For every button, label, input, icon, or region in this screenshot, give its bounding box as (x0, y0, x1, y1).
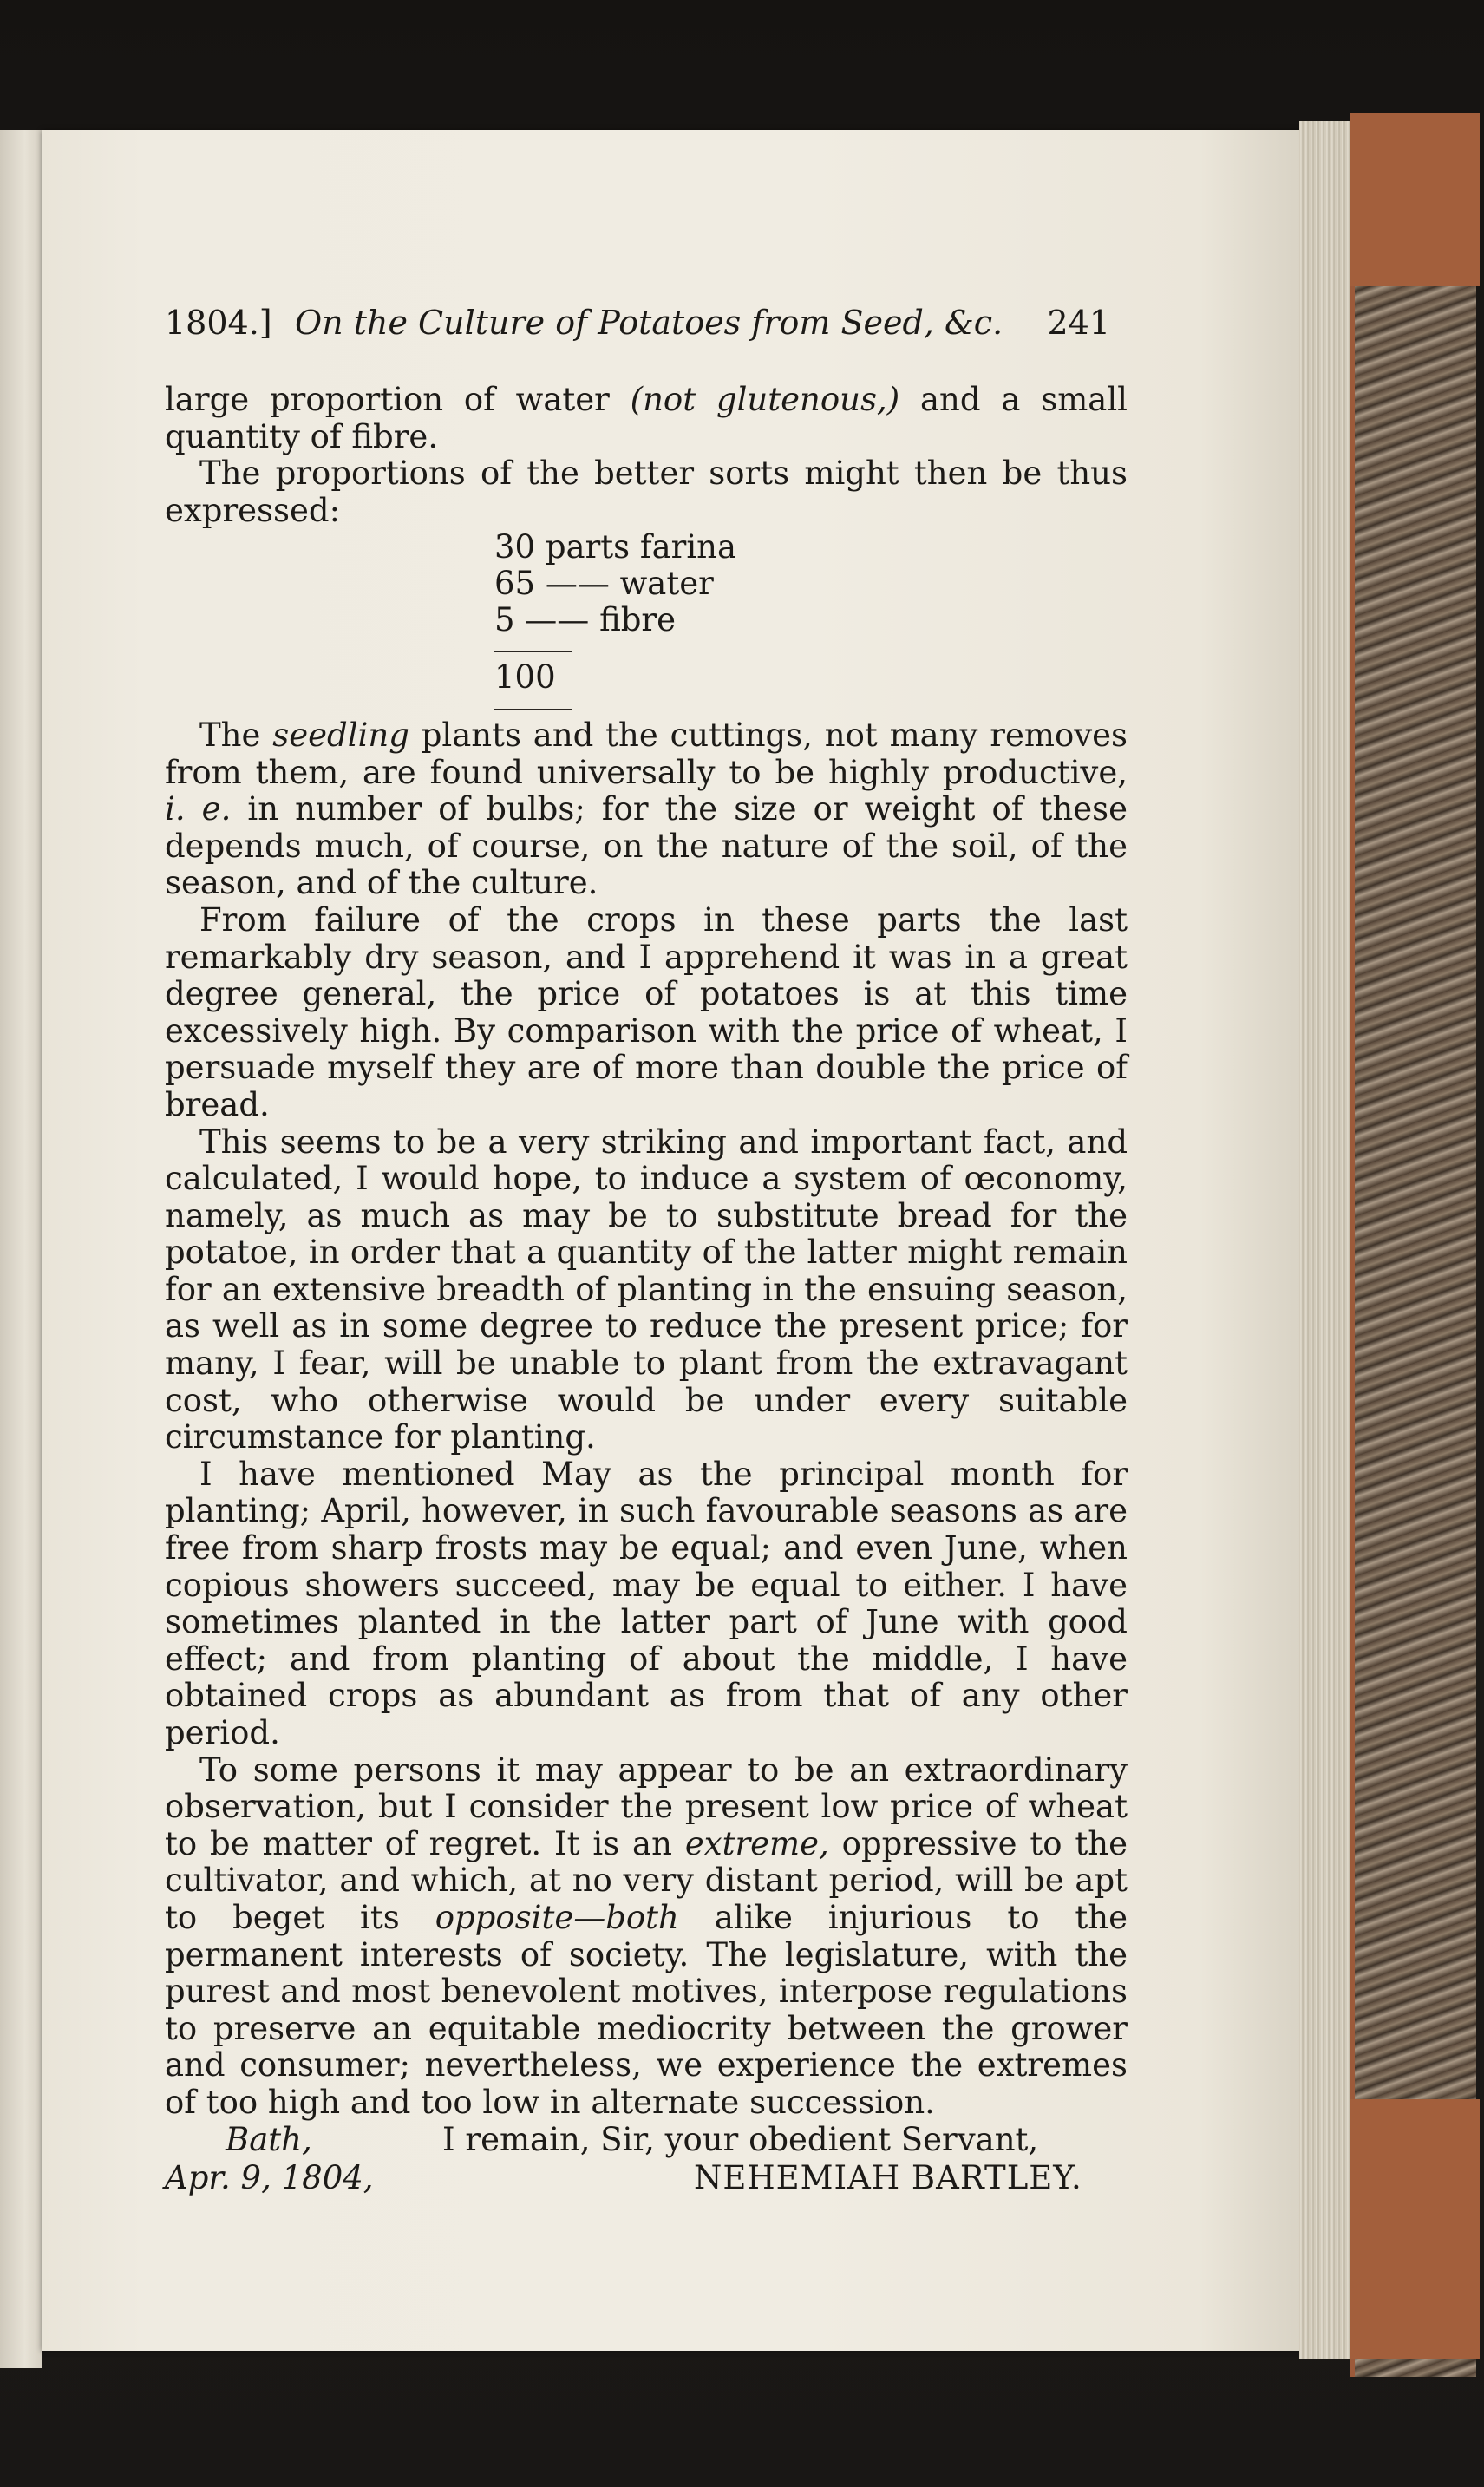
signature-closing: I remain, Sir, your obedient Servant, (442, 2120, 1039, 2158)
text-span: To some persons it may appear to be an extraordinary observation, but I consider the present low price of wheat to be matter of regret. It is an (165, 1751, 1128, 1862)
intro-text: large proportion of water (165, 381, 631, 418)
book-cover (1350, 113, 1476, 2377)
sum-rule (494, 651, 572, 652)
proportion-row: 65 —— water (494, 565, 714, 603)
proportion-row: 5 —— fibre (494, 601, 677, 639)
paragraph-planting: I have mentioned May as the principal month for planting; April, however, in such favourable seasons as are free from sharp frosts may be equal; and even June, when copious showers succeed, may be equal to either. I have sometimes planted in the latter part of June with good effect; and from planting of about the middle, I have obtained crops as abundant as from that of any other period. (165, 1455, 1128, 1751)
italic-span: i. e. (165, 790, 232, 828)
sum-rule-bottom (494, 709, 572, 710)
signature-place: Bath, (226, 2120, 312, 2158)
italic-span: extreme, (684, 1824, 829, 1862)
text-span: plants and the cuttings, not many removes from them, are found universally to be highly productive, (165, 716, 1128, 791)
text-span: oppressive to the cultivator, and which, at no very distant period, will be apt to beget its (165, 1824, 1128, 1936)
facing-page-edge (0, 130, 42, 2368)
signature-name: NEHEMIAH BARTLEY. (694, 2158, 1082, 2196)
intro-italic: (not glutenous,) (630, 381, 900, 418)
text-span: in number of bulbs; for the size or weight of these depends much, of course, on the nature of the soil, of the season, and of the culture. (165, 790, 1128, 902)
intro-text-cont: and a small quantity of fibre. (165, 381, 1128, 455)
proportion-row: 30 parts farina (494, 528, 737, 566)
cover-corner-bottom (1350, 2099, 1480, 2359)
text-span: alike injurious to the permanent interests of society. The legislature, with the purest and most benevolent motives, interpose regulations to preserve an equitable mediocrity between the grower and consumer; nevertheless, we experience the extremes of too high and too low in alternate succession. (165, 1898, 1128, 2121)
paragraph-wheat (165, 1752, 1128, 2122)
proportion-total: 100 (494, 658, 556, 697)
running-header (165, 304, 1136, 347)
page-stack-edge (1299, 121, 1350, 2359)
header-year: 1804.] (165, 304, 272, 342)
paragraph-economy: This seems to be a very striking and important fact, and calculated, I would hope, to induce a system of œconomy, namely, as much as may be to substitute bread for the potatoe, in order that a quantity of the latter might remain for an extensive breadth of planting in the ensuing season, as well as in some degree to reduce the present price; for many, I fear, will be unable to plant from the extravagant cost, who otherwise would be under every suitable circumstance for planting. (165, 1122, 1128, 1456)
paragraph-intro (165, 382, 1128, 455)
signature-line-1 (165, 2122, 1128, 2160)
proportions-table (165, 529, 1128, 638)
paragraph-failure: From failure of the crops in these parts the last remarkably dry season, and I apprehend it was in a great degree general, the price of potatoes is at this time excessively high. By comparison with the price of wheat, I persuade myself they are of more than double the price of bread. (165, 900, 1128, 1123)
header-title: On the Culture of Potatoes from Seed, &c. (295, 304, 1003, 342)
page-body (165, 382, 1128, 2198)
cover-corner-top (1350, 113, 1480, 286)
paragraph-seedling (165, 717, 1128, 902)
signature-line-2 (165, 2160, 1128, 2198)
signature-date: Apr. 9, 1804, (165, 2158, 374, 2196)
paragraph-proportions-lead: The proportions of the better sorts might then be thus expressed: (165, 455, 1128, 529)
text-span: The (199, 716, 273, 754)
italic-span: opposite—both (435, 1898, 679, 1936)
italic-span: seedling (272, 716, 409, 754)
page-number: 241 (1047, 304, 1110, 342)
